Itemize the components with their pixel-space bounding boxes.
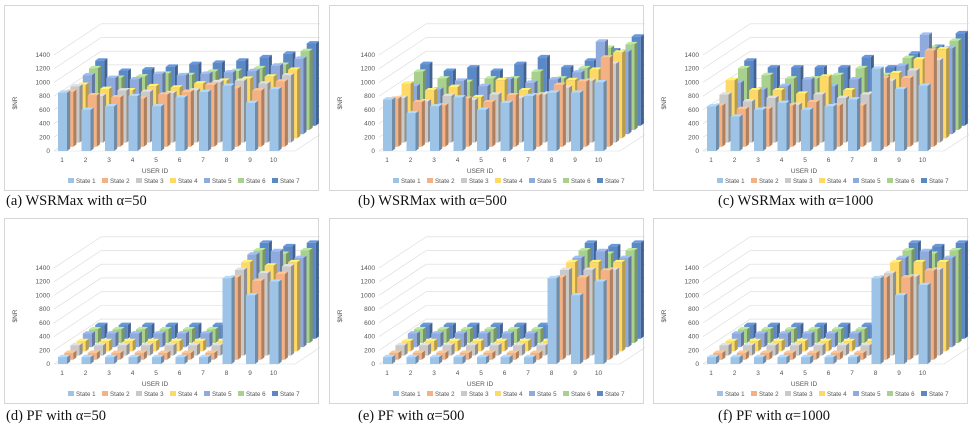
legend-swatch xyxy=(461,391,467,396)
y-tick-label: 600 xyxy=(364,319,375,327)
y-tick-label: 600 xyxy=(688,319,699,327)
y-tick-label: 400 xyxy=(364,333,375,341)
x-tick-label: 6 xyxy=(826,157,831,164)
bar xyxy=(477,107,489,151)
bar xyxy=(199,90,211,151)
y-tick-label: 1400 xyxy=(360,52,375,59)
caption-b: (b) WSRMax with α=500 xyxy=(358,193,507,209)
y-tick-label: 400 xyxy=(39,333,50,341)
bar xyxy=(383,355,395,364)
legend xyxy=(68,178,300,185)
x-tick-label: 1 xyxy=(709,157,713,164)
x-tick-label: 9 xyxy=(248,370,252,377)
legend-swatch xyxy=(921,391,927,396)
y-tick-label: 1200 xyxy=(360,65,375,73)
legend-swatch xyxy=(529,178,535,183)
y-tick-label: 1400 xyxy=(35,265,50,272)
y-tick-label: 1000 xyxy=(35,79,50,87)
legend-label: State 3 xyxy=(469,178,489,185)
bars xyxy=(58,41,319,151)
bar xyxy=(571,293,583,364)
x-tick-label: 9 xyxy=(248,157,252,164)
y-tick-label: 600 xyxy=(39,106,50,114)
x-tick-label: 3 xyxy=(107,370,111,377)
legend xyxy=(717,391,949,398)
y-tick-label: 1200 xyxy=(684,65,699,73)
legend-label: State 2 xyxy=(110,178,130,185)
x-tick-label: 7 xyxy=(201,370,205,377)
bar xyxy=(383,97,395,151)
y-tick-label: 800 xyxy=(688,306,699,314)
x-tick-label: 5 xyxy=(479,157,483,164)
y-tick-label: 1400 xyxy=(360,265,375,272)
bar xyxy=(407,355,419,364)
y-tick-label: 1400 xyxy=(35,52,50,59)
legend-label: State 2 xyxy=(759,178,779,185)
y-tick-label: 600 xyxy=(39,319,50,327)
legend-label: State 5 xyxy=(537,391,557,398)
x-tick-label: 1 xyxy=(385,157,389,164)
y-tick-label: 1000 xyxy=(360,292,375,300)
x-tick-label: 3 xyxy=(432,370,436,377)
bar xyxy=(848,97,860,151)
bar xyxy=(454,95,466,151)
chart-svg-b xyxy=(330,6,645,192)
legend-label: State 1 xyxy=(401,391,421,398)
legend-label: State 1 xyxy=(725,178,745,185)
legend-swatch xyxy=(102,178,108,183)
bar xyxy=(778,355,790,364)
chart-svg-d xyxy=(5,219,320,405)
bars xyxy=(383,240,644,364)
legend xyxy=(68,391,300,398)
legend-swatch xyxy=(427,178,433,183)
y-tick-label: 1200 xyxy=(684,278,699,286)
y-tick-label: 0 xyxy=(46,361,50,368)
x-tick-label: 4 xyxy=(779,370,784,377)
caption-f: (f) PF with α=1000 xyxy=(718,408,831,424)
x-tick-label: 4 xyxy=(130,370,135,377)
legend-swatch xyxy=(751,391,757,396)
legend-swatch xyxy=(68,178,74,183)
legend-swatch xyxy=(170,391,176,396)
chart-panel-e xyxy=(329,218,644,404)
legend-label: State 4 xyxy=(503,178,523,185)
y-tick-label: 1200 xyxy=(360,278,375,286)
x-tick-label: 2 xyxy=(732,157,737,164)
x-tick-label: 8 xyxy=(873,157,878,164)
x-tick-label: 1 xyxy=(385,370,389,377)
bar xyxy=(524,355,536,364)
legend-label: State 7 xyxy=(605,178,625,185)
x-tick-label: 10 xyxy=(918,370,927,377)
x-tick-label: 10 xyxy=(269,157,278,164)
legend-label: State 3 xyxy=(793,178,813,185)
bar xyxy=(825,104,837,151)
x-tick-label: 4 xyxy=(455,157,460,164)
legend-swatch xyxy=(717,178,723,183)
x-tick-label: 5 xyxy=(803,370,807,377)
legend-label: State 1 xyxy=(76,391,96,398)
legend-swatch xyxy=(68,391,74,396)
bar xyxy=(872,276,884,364)
legend-label: State 2 xyxy=(435,391,455,398)
legend-swatch xyxy=(393,178,399,183)
x-tick-label: 1 xyxy=(709,370,713,377)
bar xyxy=(895,293,907,364)
y-tick-label: 200 xyxy=(688,134,699,142)
caption-c: (c) WSRMax with α=1000 xyxy=(718,193,874,209)
legend-swatch xyxy=(136,178,142,183)
y-tick-label: 1400 xyxy=(684,265,699,272)
chart-svg-f xyxy=(654,219,969,405)
x-axis-label: USER ID xyxy=(141,381,169,388)
y-tick-label: 1200 xyxy=(35,278,50,286)
bars xyxy=(58,240,319,364)
y-tick-label: 1400 xyxy=(684,52,699,59)
legend-label: State 6 xyxy=(246,391,266,398)
bar xyxy=(895,87,907,151)
y-axis-label: $NR xyxy=(661,96,668,110)
y-axis-label: $NR xyxy=(337,309,344,323)
legend-swatch xyxy=(461,178,467,183)
bar xyxy=(801,355,813,364)
x-tick-label: 6 xyxy=(826,370,831,377)
legend-label: State 1 xyxy=(401,178,421,185)
legend-swatch xyxy=(751,178,757,183)
y-tick-label: 0 xyxy=(695,361,699,368)
legend-swatch xyxy=(393,391,399,396)
x-tick-label: 2 xyxy=(83,157,88,164)
bars xyxy=(707,31,968,151)
bar xyxy=(848,355,860,364)
legend-label: State 5 xyxy=(861,391,881,398)
legend-label: State 7 xyxy=(929,178,949,185)
legend-swatch xyxy=(495,178,501,183)
caption-d: (d) PF with α=50 xyxy=(6,408,106,424)
bar xyxy=(176,95,188,151)
x-tick-label: 8 xyxy=(873,370,878,377)
bar xyxy=(223,83,235,151)
legend-swatch xyxy=(495,391,501,396)
bar xyxy=(430,355,442,364)
legend-swatch xyxy=(921,178,927,183)
y-tick-label: 1000 xyxy=(360,79,375,87)
bar xyxy=(501,355,513,364)
legend-label: State 2 xyxy=(759,391,779,398)
bar xyxy=(731,355,743,364)
legend-swatch xyxy=(717,391,723,396)
legend-swatch xyxy=(563,391,569,396)
legend xyxy=(393,178,625,185)
bar xyxy=(571,90,583,151)
bar xyxy=(872,66,884,151)
legend-swatch xyxy=(887,391,893,396)
legend-label: State 7 xyxy=(280,391,300,398)
y-tick-label: 1000 xyxy=(684,79,699,87)
x-tick-label: 5 xyxy=(154,157,158,164)
legend-label: State 6 xyxy=(571,178,591,185)
x-tick-label: 6 xyxy=(177,157,182,164)
x-tick-label: 1 xyxy=(60,370,64,377)
bar xyxy=(152,104,164,151)
bar xyxy=(82,355,94,364)
x-axis-label: USER ID xyxy=(790,381,818,388)
y-tick-label: 400 xyxy=(688,120,699,128)
x-tick-label: 10 xyxy=(594,370,603,377)
x-tick-label: 9 xyxy=(897,370,901,377)
x-tick-label: 9 xyxy=(573,157,577,164)
legend-swatch xyxy=(563,178,569,183)
x-tick-label: 5 xyxy=(154,370,158,377)
x-tick-label: 4 xyxy=(130,157,135,164)
y-tick-label: 0 xyxy=(695,148,699,155)
bar xyxy=(524,94,536,151)
legend-label: State 4 xyxy=(827,391,847,398)
y-tick-label: 1000 xyxy=(684,292,699,300)
legend-swatch xyxy=(597,178,603,183)
x-tick-label: 10 xyxy=(918,157,927,164)
y-tick-label: 800 xyxy=(688,93,699,101)
gridline xyxy=(54,24,320,55)
y-tick-label: 200 xyxy=(364,134,375,142)
bar xyxy=(58,355,70,364)
bar xyxy=(152,355,164,364)
bar xyxy=(731,114,743,151)
y-axis-label: $NR xyxy=(12,309,19,323)
bar xyxy=(246,101,258,151)
bar xyxy=(501,101,513,151)
x-tick-label: 3 xyxy=(107,157,111,164)
bar xyxy=(82,107,94,151)
x-tick-label: 5 xyxy=(479,370,483,377)
legend-label: State 4 xyxy=(503,391,523,398)
legend-swatch xyxy=(529,391,535,396)
x-tick-label: 7 xyxy=(850,370,854,377)
bar xyxy=(477,355,489,364)
x-tick-label: 6 xyxy=(177,370,182,377)
x-tick-label: 8 xyxy=(224,370,229,377)
bar xyxy=(707,355,719,364)
legend-label: State 3 xyxy=(793,391,813,398)
x-tick-label: 3 xyxy=(756,157,760,164)
bar xyxy=(176,355,188,364)
legend-swatch xyxy=(819,178,825,183)
caption-e: (e) PF with α=500 xyxy=(358,408,465,424)
x-tick-label: 8 xyxy=(549,157,554,164)
bar xyxy=(223,276,235,364)
y-tick-label: 800 xyxy=(39,306,50,314)
legend-label: State 4 xyxy=(827,178,847,185)
x-tick-label: 5 xyxy=(803,157,807,164)
legend-label: State 6 xyxy=(895,391,915,398)
legend-swatch xyxy=(853,391,859,396)
chart-panel-d xyxy=(4,218,319,404)
legend-label: State 2 xyxy=(110,391,130,398)
y-tick-label: 800 xyxy=(364,93,375,101)
legend-label: State 3 xyxy=(144,391,164,398)
y-tick-label: 0 xyxy=(371,148,375,155)
x-tick-label: 7 xyxy=(526,370,530,377)
legend-label: State 7 xyxy=(605,391,625,398)
y-tick-label: 0 xyxy=(371,361,375,368)
y-tick-label: 800 xyxy=(364,306,375,314)
bar xyxy=(270,87,282,151)
chart-svg-c xyxy=(654,6,969,192)
legend-label: State 6 xyxy=(895,178,915,185)
y-tick-label: 1000 xyxy=(35,292,50,300)
legend xyxy=(717,178,949,185)
legend-swatch xyxy=(887,178,893,183)
bar xyxy=(105,104,117,151)
bar xyxy=(270,279,282,364)
legend-swatch xyxy=(102,391,108,396)
legend-swatch xyxy=(238,178,244,183)
y-tick-label: 0 xyxy=(46,148,50,155)
bar xyxy=(595,80,607,151)
legend-label: State 5 xyxy=(212,391,232,398)
legend-swatch xyxy=(136,391,142,396)
y-tick-label: 200 xyxy=(688,347,699,355)
x-tick-label: 7 xyxy=(526,157,530,164)
legend-swatch xyxy=(272,178,278,183)
bar xyxy=(707,104,719,151)
bar xyxy=(58,90,70,151)
x-axis-label: USER ID xyxy=(466,381,494,388)
legend-label: State 1 xyxy=(76,178,96,185)
y-axis-label: $NR xyxy=(12,96,19,110)
legend-label: State 2 xyxy=(435,178,455,185)
chart-svg-e xyxy=(330,219,645,405)
legend-label: State 7 xyxy=(929,391,949,398)
bar xyxy=(105,355,117,364)
legend-swatch xyxy=(204,178,210,183)
bar xyxy=(919,83,931,151)
y-tick-label: 400 xyxy=(39,120,50,128)
x-tick-label: 10 xyxy=(594,157,603,164)
legend-label: State 3 xyxy=(144,178,164,185)
bar xyxy=(548,90,560,151)
x-tick-label: 6 xyxy=(502,370,507,377)
legend-swatch xyxy=(853,178,859,183)
legend-label: State 6 xyxy=(246,178,266,185)
bar xyxy=(548,276,560,364)
x-tick-label: 2 xyxy=(408,157,413,164)
legend-swatch xyxy=(238,391,244,396)
bars xyxy=(383,34,644,151)
x-tick-label: 9 xyxy=(573,370,577,377)
legend-label: State 4 xyxy=(178,391,198,398)
x-tick-label: 4 xyxy=(455,370,460,377)
x-tick-label: 4 xyxy=(779,157,784,164)
y-axis-label: $NR xyxy=(337,96,344,110)
y-tick-label: 200 xyxy=(39,134,50,142)
legend-label: State 5 xyxy=(861,178,881,185)
legend-swatch xyxy=(597,391,603,396)
x-axis-label: USER ID xyxy=(466,168,494,175)
y-axis-label: $NR xyxy=(661,309,668,323)
y-tick-label: 200 xyxy=(39,347,50,355)
x-tick-label: 9 xyxy=(897,157,901,164)
legend-swatch xyxy=(170,178,176,183)
legend-label: State 7 xyxy=(280,178,300,185)
x-tick-label: 6 xyxy=(502,157,507,164)
bar xyxy=(778,101,790,151)
x-tick-label: 2 xyxy=(732,370,737,377)
x-tick-label: 8 xyxy=(224,157,229,164)
legend-label: State 6 xyxy=(571,391,591,398)
legend xyxy=(393,391,625,398)
x-axis-label: USER ID xyxy=(141,168,169,175)
legend-swatch xyxy=(785,178,791,183)
x-tick-label: 8 xyxy=(549,370,554,377)
bar xyxy=(430,104,442,151)
x-axis-label: USER ID xyxy=(790,168,818,175)
bar xyxy=(801,107,813,151)
legend-label: State 5 xyxy=(212,178,232,185)
y-tick-label: 800 xyxy=(39,93,50,101)
x-tick-label: 3 xyxy=(756,370,760,377)
bar xyxy=(595,279,607,364)
x-tick-label: 2 xyxy=(83,370,88,377)
legend-label: State 1 xyxy=(725,391,745,398)
caption-a: (a) WSRMax with α=50 xyxy=(6,193,147,209)
bar xyxy=(246,293,258,364)
legend-label: State 4 xyxy=(178,178,198,185)
x-tick-label: 3 xyxy=(432,157,436,164)
x-tick-label: 7 xyxy=(850,157,854,164)
y-tick-label: 600 xyxy=(364,106,375,114)
legend-swatch xyxy=(819,391,825,396)
y-tick-label: 400 xyxy=(364,120,375,128)
chart-panel-a xyxy=(4,5,319,191)
bar xyxy=(454,355,466,364)
legend-swatch xyxy=(427,391,433,396)
y-tick-label: 200 xyxy=(364,347,375,355)
bar xyxy=(129,355,141,364)
bar xyxy=(407,111,419,151)
y-tick-label: 400 xyxy=(688,333,699,341)
x-tick-label: 2 xyxy=(408,370,413,377)
chart-panel-c xyxy=(653,5,968,191)
chart-panel-f xyxy=(653,218,968,404)
x-tick-label: 1 xyxy=(60,157,64,164)
bar xyxy=(825,355,837,364)
bar xyxy=(129,94,141,151)
bar xyxy=(754,107,766,151)
legend-swatch xyxy=(204,391,210,396)
legend-label: State 3 xyxy=(469,391,489,398)
bar xyxy=(754,355,766,364)
chart-panel-b xyxy=(329,5,644,191)
x-tick-label: 7 xyxy=(201,157,205,164)
bar xyxy=(919,283,931,364)
bar xyxy=(199,355,211,364)
bars xyxy=(707,240,968,364)
y-tick-label: 600 xyxy=(688,106,699,114)
y-tick-label: 1200 xyxy=(35,65,50,73)
x-tick-label: 10 xyxy=(269,370,278,377)
legend-swatch xyxy=(785,391,791,396)
legend-label: State 5 xyxy=(537,178,557,185)
legend-swatch xyxy=(272,391,278,396)
chart-svg-a xyxy=(5,6,320,192)
